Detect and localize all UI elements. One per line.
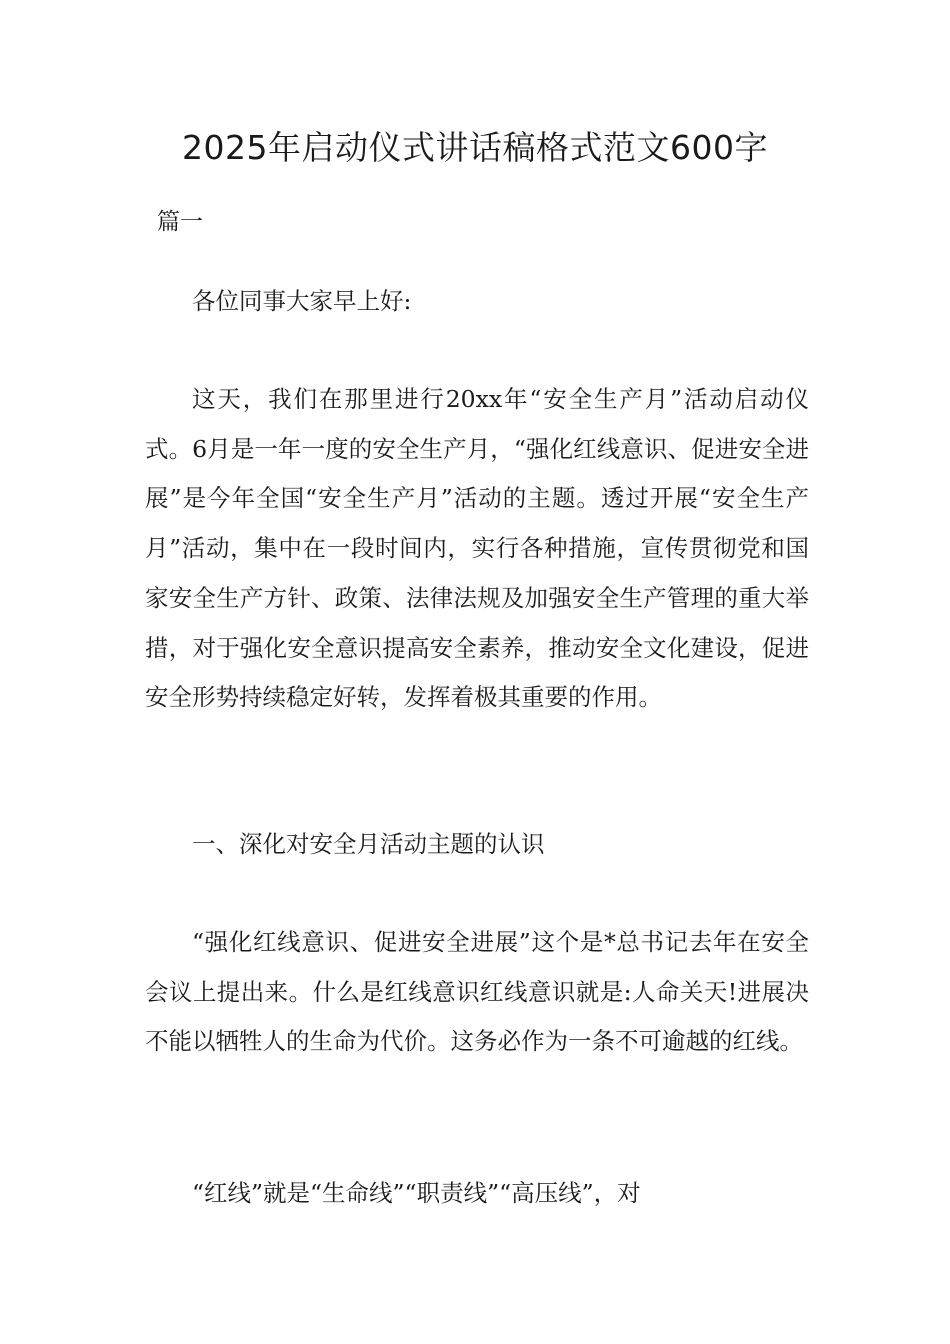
section-heading: 一、深化对安全月活动主题的认识 (192, 830, 545, 858)
greeting-paragraph: 各位同事大家早上好: (192, 287, 412, 315)
body-paragraph: “强化红线意识、促进安全进展”这个是*总书记去年在安全会议上提出来。什么是红线意识红线意识就是:人命关天!进展决不能以牺牲人的生命为代价。这务必作为一条不可逾越的红线。 (145, 928, 809, 1056)
body-paragraph: 这天，我们在那里进行20xx年“安全生产月”活动启动仪式。6月是一年一度的安全生产月，“强化红线意识、促进安全进展”是今年全国“安全生产月”活动的主题。透过开展“安全生产月”活动，集中在一段时间内，实行各种措施，宣传贯彻党和国家安全生产方针、政策、法律法规及加强安全生产管理的重大举措，对于强化安全意识提高安全素养，推动安全文化建设，促进安全形势持续稳定好转，发挥着极其重要的作用。 (145, 385, 809, 712)
section-label: 篇一 (157, 209, 203, 235)
body-paragraph: “红线”就是“生命线”“职责线”“高压线”，对 (192, 1179, 641, 1207)
document-title: 2025年启动仪式讲话稿格式范文600字 (182, 128, 768, 167)
